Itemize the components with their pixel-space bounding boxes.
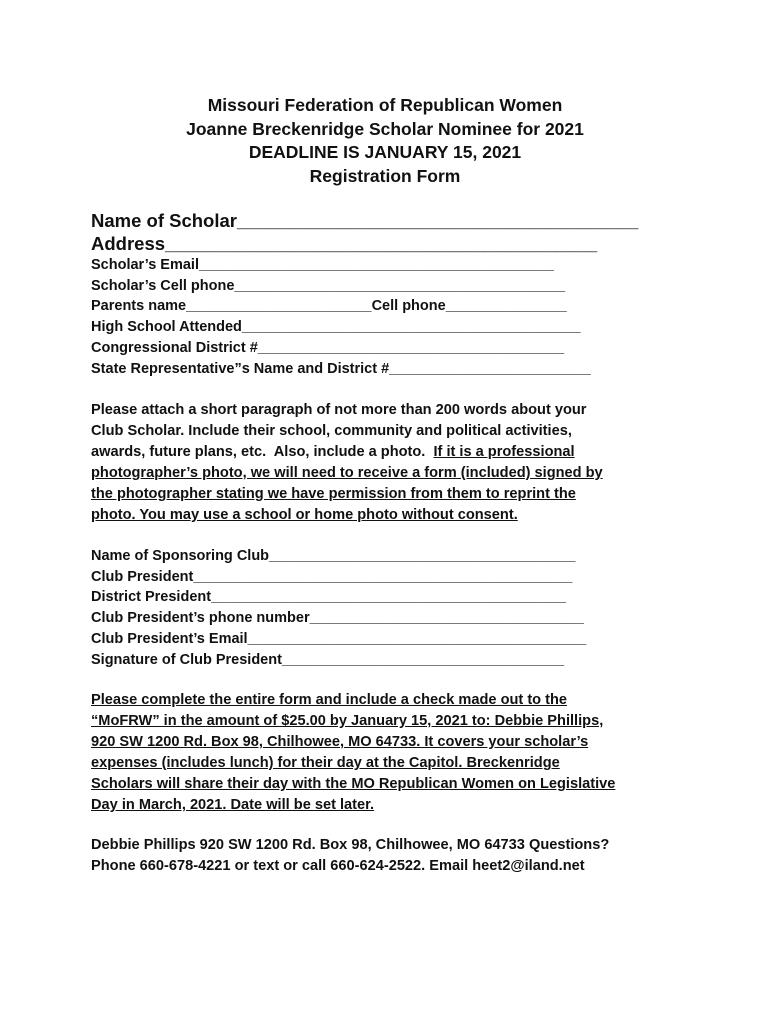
payment-line: Please complete the entire form and include a check made out to the [91,692,568,708]
club-president-field[interactable]: Club President_______________________________________________ [91,568,573,585]
payment-line: 920 SW 1200 Rd. Box 98, Chilhowee, MO 64733. It covers your scholar’s [91,734,589,750]
contact-address-line: Debbie Phillips 920 SW 1200 Rd. Box 98, Chilhowee, MO 64733 Questions? [91,837,610,853]
nominee-title: Joanne Breckenridge Scholar Nominee for 2021 [186,118,584,139]
payment-line: Day in March, 2021. Date will be set later. [91,797,375,813]
district-president-field[interactable]: District President____________________________________________ [91,589,566,606]
instructions-paragraph [91,400,603,526]
club-president-phone-field[interactable]: Club President’s phone number__________________________________ [91,610,584,627]
payment-line: expenses (includes lunch) for their day at the Capitol. Breckenridge [91,755,560,771]
payment-instructions [91,690,615,816]
scholar-email-field[interactable]: Scholar’s Email____________________________________________ [91,257,554,273]
state-representative-field[interactable]: State Representative”s Name and District #_________________________ [91,360,591,377]
instructions-line: awards, future plans, etc. Also, include a photo. If it is a professional [91,444,575,460]
club-president-signature-field[interactable]: Signature of Club President___________________________________ [91,651,565,668]
deadline-notice: DEADLINE IS JANUARY 15, 2021 [248,142,522,162]
instructions-line: Please attach a short paragraph of not more than 200 words about your [91,402,587,418]
sponsoring-club-field[interactable]: Name of Sponsoring Club______________________________________ [91,548,576,564]
payment-line: “MoFRW” in the amount of $25.00 by January 15, 2021 to: Debbie Phillips, [91,713,604,729]
parents-name-field[interactable]: Parents name_______________________Cell phone_______________ [91,298,567,315]
address-field[interactable]: Address__________________________________________ [91,233,598,254]
club-fields [91,546,586,670]
name-of-scholar-field[interactable]: Name of Scholar_______________________________________ [91,210,639,231]
payment-line: Scholars will share their day with the MO Republican Women on Legislative [91,776,616,792]
form-title: Registration Form [309,165,461,186]
instructions-line: the photographer stating we have permission from them to reprint the [91,486,576,502]
scholar-cell-phone-field[interactable]: Scholar’s Cell phone_________________________________________ [91,277,566,294]
contact-phone-line: Phone 660-678-4221 or text or call 660-624-2522. Email heet2@iland.net [91,858,585,874]
club-president-email-field[interactable]: Club President’s Email__________________________________________ [91,630,587,647]
high-school-field[interactable]: High School Attended__________________________________________ [91,319,581,336]
contact-info [91,835,609,877]
instructions-line: photographer’s photo, we will need to receive a form (included) signed by [91,465,603,481]
instructions-line: Club Scholar. Include their school, community and political activities, [91,423,572,439]
form-header [0,94,770,188]
scholar-fields [91,209,638,379]
congressional-district-field[interactable]: Congressional District #______________________________________ [91,339,565,356]
instructions-line: photo. You may use a school or home photo without consent. [91,507,518,523]
organization-name: Missouri Federation of Republican Women [207,95,563,115]
